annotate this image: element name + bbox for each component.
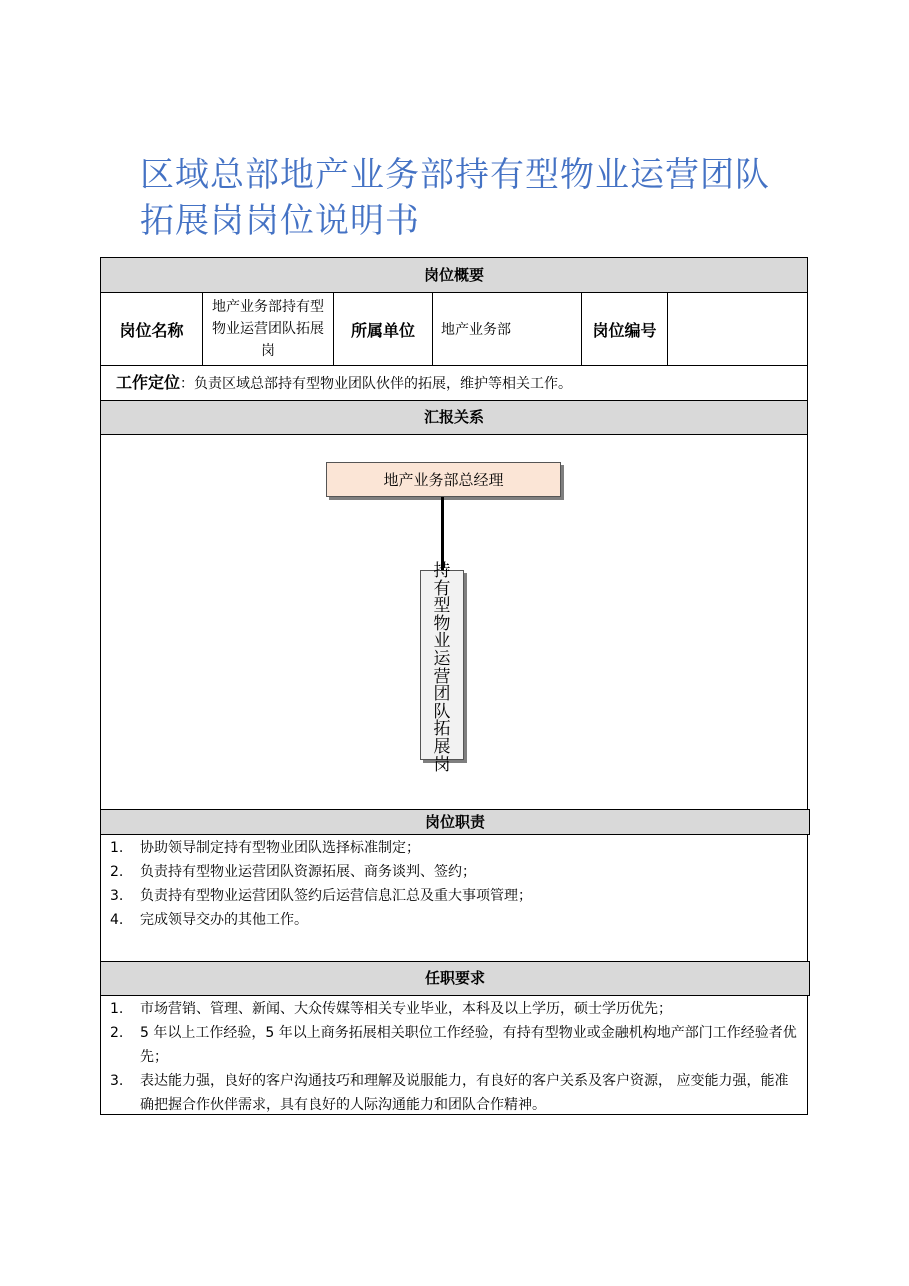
reporting-header: 汇报关系	[100, 400, 808, 435]
list-item	[100, 836, 800, 860]
list-text: 协助领导制定持有型物业团队选择标准制定；	[140, 840, 420, 856]
list-number: 3.	[110, 888, 124, 904]
requirements-header: 任职要求	[100, 961, 810, 996]
superior-title: 地产业务部总经理	[383, 471, 504, 489]
overview-header: 岗位概要	[100, 257, 808, 293]
superior-box	[326, 462, 561, 497]
work-positioning-text: ：负责区域总部持有型物业团队伙伴的拓展，维护等相关工作。	[180, 376, 573, 392]
reporting-connector-line	[441, 497, 444, 571]
page-title: 区域总部地产业务部持有型物业运营团队拓展岗岗位说明书	[140, 155, 770, 241]
list-number: 4.	[110, 912, 124, 928]
duties-list	[100, 836, 800, 932]
list-item	[100, 1069, 800, 1117]
work-positioning-row	[100, 365, 808, 401]
list-number: 2.	[110, 1025, 124, 1041]
list-item	[100, 997, 800, 1021]
position-name-label: 岗位名称	[100, 292, 203, 366]
list-item	[100, 884, 800, 908]
work-positioning-label: 工作定位	[116, 373, 181, 392]
requirements-list	[100, 997, 800, 1117]
list-text: 市场营销、管理、新闻、大众传媒等相关专业毕业，本科及以上学历，硕士学历优先；	[140, 1001, 672, 1017]
position-box	[420, 561, 464, 775]
list-number: 2.	[110, 864, 124, 880]
list-number: 3.	[110, 1073, 124, 1089]
duties-header: 岗位职责	[100, 809, 810, 835]
list-number: 1.	[110, 1001, 124, 1017]
list-number: 1.	[110, 840, 124, 856]
position-title: 持有型物业运营团队拓展岗	[433, 561, 451, 775]
list-item	[100, 908, 800, 932]
unit-value: 地产业务部	[432, 292, 582, 366]
unit-label: 所属单位	[333, 292, 433, 366]
position-code-value	[667, 292, 808, 366]
list-text: 完成领导交办的其他工作。	[140, 912, 308, 928]
position-code-label: 岗位编号	[581, 292, 668, 366]
list-text: 负责持有型物业运营团队资源拓展、商务谈判、签约；	[140, 864, 476, 880]
list-item	[100, 1021, 800, 1069]
position-name-value	[202, 292, 334, 366]
position-name-text: 地产业务部持有型物业运营团队拓展岗	[212, 299, 324, 359]
list-text: 表达能力强，良好的客户沟通技巧和理解及说服能力，有良好的客户关系及客户资源， 应变能力强，能准确把握合作伙伴需求，具有良好的人际沟通能力和团队合作精神。	[140, 1073, 789, 1113]
list-text: 负责持有型物业运营团队签约后运营信息汇总及重大事项管理；	[140, 888, 532, 904]
list-item	[100, 860, 800, 884]
list-text: 5 年以上工作经验，5 年以上商务拓展相关职位工作经验，有持有型物业或金融机构地产部门工作经验者优先；	[140, 1025, 797, 1065]
